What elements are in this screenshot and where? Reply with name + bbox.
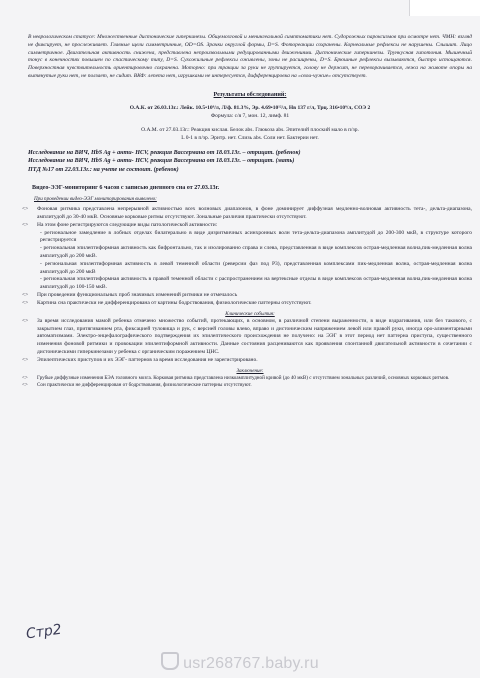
list-item: - региональная эпилептиформная активность в левой теменной области (реверсии фаз под Р3), представленная комплексами пик-медленная волна, острая-медленная волна амплитудой до 200 мкВ: [40, 260, 472, 275]
list-item: - региональная эпилептиформная активность в правой теменной области с распространением на вертексные отделы в виде комплексов острая-медленная волна,пик-медленная волна амплитудой до 100-150 мкВ.: [40, 276, 472, 291]
clinic-title: Клинические события:: [225, 310, 275, 317]
bullet-icon: <>: [22, 299, 29, 306]
oam-line-2: L 0-1 в п/зр. Эритр. нет. Слизь abs. Соли нет. Бактерии нет.: [181, 134, 319, 141]
bullet-icon: <>: [22, 374, 28, 381]
watermark: [0, 652, 480, 673]
shield-icon: [161, 652, 179, 670]
bullet-icon: <>: [22, 221, 29, 228]
page-corner: [409, 0, 480, 16]
conclusion-title: Заключение:: [236, 367, 264, 374]
handwritten-page-note: Стр2: [25, 621, 63, 643]
eeg-title: Видео-ЭЭГ-мониторинг 6 часов с записью дневного сна от 27.03.13г.: [32, 185, 220, 192]
oak-line: [28, 105, 472, 113]
eeg-subtitle: При проведении видео-ЭЭГ мониторирования выявлено:: [34, 195, 157, 202]
list-item: <> За время исследования мамой ребенка отмечено множество событий, протекающих, в основном, в различной степени выраженности, в виде вздрагивания, или без такового, с закрытием глаз, притягиванием рта, фиксацией туловища и рук, с версией головы влево, вправо и дистоническим напряжением левой или правой руки, иногда оро-алиментарными автоматизмами. Электро-энцефалографического подтверждения их эпилептического происхождения не получено: на ЭЭГ в этот период нет паттерна приступа, существенного изменения фоновой ритмики и провокации эпилептиформной активности. Данные состояния расцениваются как проявления спонтанной двигательной активности в сочетании с дистоническими гиперкинезами у ребенка с органическим поражением ЦНС.: [22, 317, 472, 356]
watermark-text: usr268767.baby.ru: [183, 655, 319, 672]
oam-line-1: О.А.М. от 27.03.13г.: Реакция кислая. Белок abs. Глюкоза abs. Эпителий плоский мало в п/зр.: [141, 126, 359, 133]
document-content: [22, 34, 472, 390]
hiv-child: Исследование на ВИЧ, HbS Ag + анти- HCV, реакция Вассермана от 18.03.13г. – отрицат. (ребенок): [28, 149, 301, 156]
results-title: Результаты обследований:: [213, 91, 287, 98]
bullet-icon: <>: [22, 382, 28, 389]
list-item: <> Картина сна практически не дифференцирована от картины бодрствования, физиологические паттерны отсутствуют.: [22, 299, 312, 306]
list-item: <> Эпилептических приступов и их ЭЭГ- паттернов за время исследования не зарегистрировано.: [22, 356, 258, 363]
list-item: - региональная эпилептиформная активность как бифронтально, так и изолированно справа и слева, представленная в виде комплексов острая-медленная волна,пик-медленная волна амплитудой до 200 мкВ.: [40, 245, 472, 260]
list-item: <> Сон практически не дифференцирован от бодрствования, физиологические паттерны отсутствуют.: [22, 382, 252, 389]
bullet-icon: <>: [22, 206, 29, 213]
eeg-findings: [22, 206, 472, 307]
conclusion: [22, 374, 472, 390]
list-item: <> При проведении функциональных проб значимых изменений ритмики не отмечалось: [22, 292, 238, 298]
bullet-icon: <>: [22, 356, 29, 363]
oak-text: О.А.К. от 26.03.13г.: Лейк. 10.5•10⁹/л, Л/ф. 81.3%, Эр. 4.69•10¹²/л, Нв 137 г/л, Трц. 316•10⁹/л, СОЭ 2: [129, 105, 371, 112]
list-item: <> На этом фоне регистрируются следующие виды патологической активности:: [22, 221, 218, 228]
formula-line: Формула: с/я 7, мон. 12, лимф. 81: [210, 113, 290, 120]
list-item: <> Грубые диффузные изменения БЭА головного мозга. Корковая ритмика представлена низкоамплитудной кривой (до 40 мкВ) с отсутствием зональных различий, основных корковых ритмов.: [22, 374, 450, 381]
bullet-icon: <>: [22, 292, 29, 298]
bullet-icon: <>: [22, 317, 29, 324]
neuro-status: В неврологическом статусе: Множественные дистонические гиперкинезы. Общемозговой и менингеальной симптоматики нет. Судорожных пароксизмов при осмотре нет. ЧМН: взгляд не фиксирует, не прослеживает. Главные щели симметричные, OD=OS. Зрачки округлой формы, D=S. Фотореакции сохранены. Корнеальные рефлексы не нарушены. Слышит. Лицо симметричное. Двигательная активность снижена, представлена непроизвольными редуцированными движениями. Дистонические гиперкинезы. Трункусная гипотония. Мышечный тонус в конечностях повышен по спастическому типу, D=S. Сухожильные рефлексы оживлены, зоны не расширены, D=S. Брюшные рефлексы вызываются, быстро истощаются. Поверхностная чувствительность ориентировочно сохранена. Моторно: при тракции за руки не группируется, голову не держит, не переворачивается, лежа на животе опоры на вытянутые руки нет, не ползает, не сидит. ВКФ: лепета нет, игрушками не интересуется, дифференцировка на «свои-чужие» отсутствует.: [28, 34, 472, 79]
list-item: - региональное замедление в лобных отделах билатерально в виде дизритмичных асинхронных волн тета-дельта-диапазона амплитудой до 200-300 мкВ, в структуре которого регистрируется: [40, 229, 472, 244]
hiv-mother: Исследование на ВИЧ, HbS Ag + анти- HCV, реакция Вассермана от 18.03.13г. – отрицат. (мать): [28, 158, 295, 165]
list-item: <> Фоновая ритмика представлена непрерывной активностью всех волновых диапазонов, в фоне доминирует диффузная медленно-волновая активность тета-, дельта-диапазона, амплитудой до 30-40 мкВ. Основные корковые ритмы отсутствуют. Зональные различия практически отсутствуют.: [22, 206, 472, 221]
ptd-line: ПТД №17 от 22.03.13г.: на учете не состоит. (ребенок): [28, 166, 179, 173]
clinic-events: [22, 317, 472, 365]
